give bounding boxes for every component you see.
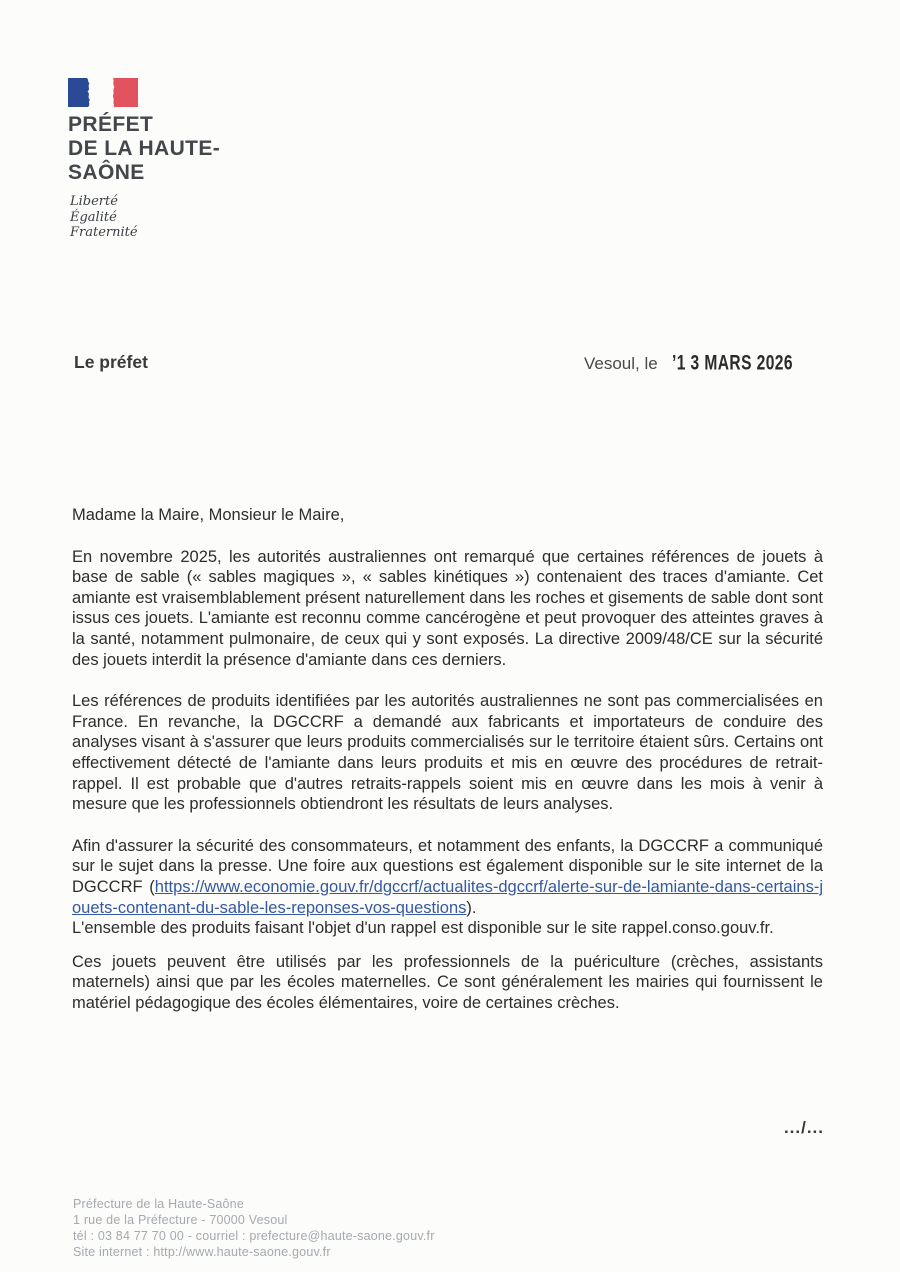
paragraph-4: Ces jouets peuvent être utilisés par les professionnels de la puériculture (crèches, assistants maternels) ainsi que par les écoles maternelles. Ce sont généralement les mairies qui fournissent le matériel pédagogique des écoles élémentaires, voire de certaines crèches.: [72, 952, 823, 1012]
dgccrf-faq-link[interactable]: https://www.economie.gouv.fr/dgccrf/actualites-dgccrf/alerte-sur-de-lamiante-dans-certains-jouets-contenant-du-sable-les-reponses-vos-questions: [72, 877, 823, 917]
date-stamp: ’1 3 MARS 2026: [671, 351, 793, 376]
motto-liberte: Liberté: [70, 194, 118, 209]
letter-body: [72, 505, 823, 1013]
paragraph-1: En novembre 2025, les autorités australiennes ont remarqué que certaines références de jouets à base de sable (« sables magiques », « sables kinétiques ») contenaient des traces d'amiante. Cet amiante est vraisemblablement présent naturellement dans les roches et gisements de sable dont sont issus ces jouets. L'amiante est reconnu comme cancérogène et peut provoquer des atteintes graves à la santé, notamment pulmonaire, de ceux qui y sont exposés. La directive 2009/48/CE sur la sécurité des jouets interdit la présence d'amiante dans ces derniers.: [72, 547, 823, 669]
wordmark-line-2: DE LA HAUTE-: [68, 137, 221, 160]
paragraph-3: [72, 836, 823, 918]
place-label: Vesoul, le: [584, 354, 658, 373]
footer-line-contact: tél : 03 84 77 70 00 - courriel : prefecture@haute-saone.gouv.fr: [73, 1229, 435, 1243]
continuation-mark: .../...: [783, 1118, 824, 1137]
letter-header-row: [72, 352, 828, 382]
paragraph-3b: L'ensemble des produits faisant l'objet d'un rappel est disponible sur le site rappel.conso.gouv.fr.: [72, 919, 774, 938]
motto-fraternite: Fraternité: [70, 225, 138, 240]
marianne-flag-icon: [68, 78, 138, 108]
sender-title: Le préfet: [74, 352, 148, 372]
motto-egalite: Égalité: [70, 209, 117, 225]
footer-address-block: [73, 1196, 435, 1260]
prefecture-wordmark: [68, 113, 220, 185]
footer-line-prefecture: Préfecture de la Haute-Saône: [73, 1197, 244, 1211]
paragraph-3-closing: ).: [466, 898, 477, 917]
wordmark-line-1: PRÉFET: [68, 113, 154, 136]
paragraph-3-text: Afin d'assurer la sécurité des consommateurs, et notamment des enfants, la DGCCRF a communiqué sur le sujet dans la presse. Une foire aux questions est également disponible sur le site internet de la DGCCRF (: [72, 836, 823, 896]
salutation: Madame la Maire, Monsieur le Maire,: [72, 506, 345, 524]
wordmark-line-3: SAÔNE: [68, 161, 145, 184]
dateline: [584, 353, 819, 375]
footer-line-address: 1 rue de la Préfecture - 70000 Vesoul: [73, 1213, 288, 1227]
paragraph-2: Les références de produits identifiées par les autorités australiennes ne sont pas commercialisées en France. En revanche, la DGCCRF a demandé aux fabricants et importateurs de conduire des analyses visant à s'assurer que leurs produits commercialisés sur le territoire étaient sûrs. Certains ont effectivement détecté de l'amiante dans leurs produits et mis en œuvre des procédures de retrait-rappel. Il est probable que d'autres retraits-rappels soient mis en œuvre dans les mois à venir à mesure que les professionnels obtiendront les résultats de leurs analyses.: [72, 692, 823, 814]
footer-line-website: Site internet : http://www.haute-saone.gouv.fr: [73, 1245, 331, 1259]
letterhead: [68, 78, 220, 241]
republic-motto: [70, 194, 220, 241]
